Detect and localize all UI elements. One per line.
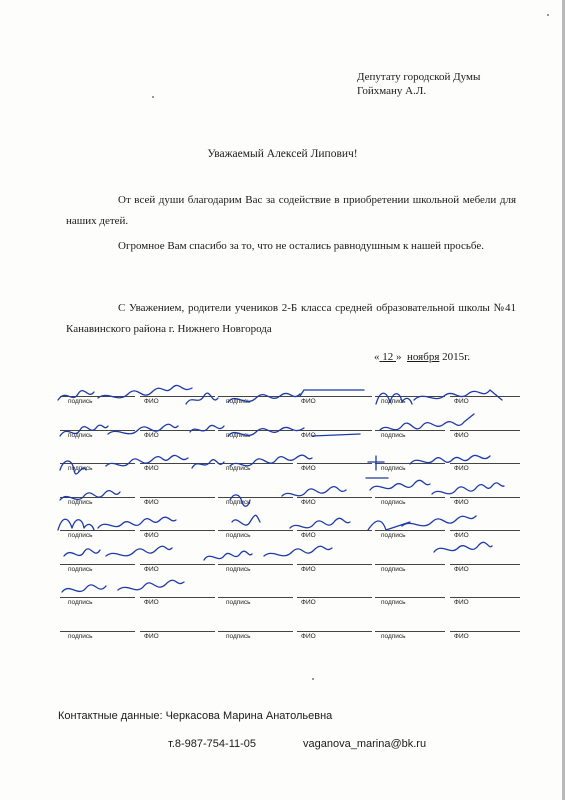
signature-cell [218,564,293,576]
signature-cell [375,497,445,509]
date-close-quote: » [396,351,402,363]
signature-line [218,597,293,598]
cell-caption: ФИО [144,532,159,539]
signature-cell [60,396,135,408]
name-cell [297,597,372,609]
signature-line [218,631,293,632]
signature-cell [375,530,445,542]
addressee-title: Депутату городской Думы [357,71,481,83]
signature-cell [218,597,293,609]
signature-row [60,597,520,609]
signature-cell [218,631,293,643]
signature-line [218,497,293,498]
scan-speck [547,14,549,16]
cell-caption: ФИО [454,532,469,539]
signature-cell [218,497,293,509]
signature-line [297,497,372,498]
signature-row [60,631,520,643]
name-cell [140,564,215,576]
name-cell [140,530,215,542]
cell-caption: ФИО [301,632,316,640]
signature-line [218,396,293,397]
signature-line [450,564,520,565]
cell-caption: подпись [68,431,93,439]
date-year: 2015г. [442,351,471,363]
signature-line [218,564,293,565]
signature-line [140,530,215,531]
signature-row [60,564,520,576]
signature-line [375,497,445,498]
signature-line [140,631,215,632]
letter-date [374,351,470,363]
contact-email[interactable]: vaganova_marina@bk.ru [303,738,427,750]
signature-line [375,463,445,464]
name-cell [140,597,215,609]
signature-line [450,631,520,632]
cell-caption: ФИО [454,398,469,405]
cell-caption: подпись [68,498,93,506]
body-paragraph-2: Огромное Вам спасибо за то, что не остались равнодушным к нашей просьбе. [118,240,484,252]
name-cell [140,430,215,442]
signature-cell [60,631,135,643]
cell-caption: подпись [226,431,251,439]
cell-caption: ФИО [454,465,469,472]
signature-cell [60,463,135,475]
signature-row [60,396,520,408]
signature-line [297,530,372,531]
signature-cell [60,530,135,542]
cell-caption: подпись [226,632,251,640]
scan-speck [312,678,314,680]
name-cell [450,497,520,509]
name-cell [297,463,372,475]
signature-row [60,463,520,475]
addressee-name: Гойхману А.Л. [357,85,427,97]
signature-line [450,463,520,464]
signature-cell [218,530,293,542]
name-cell [450,597,520,609]
signature-line [450,497,520,498]
cell-caption: подпись [381,632,406,640]
cell-caption: подпись [381,565,406,573]
signature-line [450,396,520,397]
cell-caption: ФИО [454,565,469,573]
signature-line [218,530,293,531]
cell-caption: ФИО [301,599,316,606]
signature-table [60,396,520,666]
cell-caption: подпись [226,465,251,472]
signature-line [375,530,445,531]
cell-caption: ФИО [454,431,469,439]
cell-caption: ФИО [454,498,469,506]
cell-caption: ФИО [301,498,316,506]
cell-caption: ФИО [301,431,316,439]
name-cell [297,396,372,408]
contact-name: Черкасова Марина Анатольевна [165,710,333,722]
signature-line [375,597,445,598]
cell-caption: ФИО [144,599,159,606]
cell-caption: подпись [68,599,93,606]
signature-line [450,530,520,531]
scan-speck [152,96,154,98]
salutation: Уважаемый Алексей Липович! [207,148,358,160]
contact-line [58,710,332,722]
name-cell [450,631,520,643]
signature-cell [60,497,135,509]
cell-caption: ФИО [144,398,159,405]
cell-caption: ФИО [144,431,159,439]
cell-caption: ФИО [301,465,316,472]
cell-caption: ФИО [144,565,159,573]
signature-line [140,430,215,431]
signature-line [218,463,293,464]
signature-line [375,396,445,397]
cell-caption: подпись [226,599,251,606]
signature-line [297,463,372,464]
cell-caption: подпись [381,498,406,506]
signature-line [297,631,372,632]
signature-line [375,564,445,565]
signature-cell [375,597,445,609]
cell-caption: ФИО [144,465,159,472]
cell-caption: подпись [226,498,251,506]
body-paragraph-1: От всей души благодарим Вас за содействие в приобретении школьной мебели для наших детей. [66,194,516,227]
signature-line [60,497,135,498]
cell-caption: подпись [381,465,406,472]
cell-caption: подпись [381,599,406,606]
signature-row [60,530,520,542]
signature-line [140,463,215,464]
signature-row [60,497,520,509]
cell-caption: ФИО [454,632,469,640]
name-cell [297,530,372,542]
signature-cell [375,463,445,475]
signature-cell [375,564,445,576]
signature-line [375,631,445,632]
cell-caption: подпись [68,398,93,405]
cell-caption: подпись [381,398,406,405]
cell-caption: подпись [68,465,93,472]
signature-line [60,564,135,565]
contact-phone: т.8-987-754-11-05 [168,738,257,750]
signature-cell [60,597,135,609]
signature-line [297,396,372,397]
cell-caption: подпись [226,565,251,573]
signature-cell [60,564,135,576]
signature-cell [60,430,135,442]
name-cell [450,564,520,576]
name-cell [297,564,372,576]
signature-line [60,396,135,397]
signature-line [375,430,445,431]
name-cell [450,430,520,442]
cell-caption: подпись [226,532,251,539]
signature-line [140,564,215,565]
cell-caption: подпись [226,398,251,405]
name-cell [297,430,372,442]
signature-cell [375,430,445,442]
cell-caption: ФИО [301,398,316,405]
addressee-block [357,70,480,98]
date-open-quote: « [374,351,380,363]
name-cell [140,631,215,643]
name-cell [140,463,215,475]
signature-cell [218,430,293,442]
name-cell [450,396,520,408]
name-cell [297,497,372,509]
closing-paragraph: С Уважением, родители учеников 2-Б класса средней образовательной школы №41 Канавинского района г. Нижнего Новгорода [66,302,516,335]
signature-line [140,396,215,397]
cell-caption: подпись [68,565,93,573]
name-cell [450,463,520,475]
cell-caption: ФИО [144,498,159,506]
cell-caption: подпись [381,431,406,439]
signature-line [60,430,135,431]
name-cell [140,396,215,408]
cell-caption: ФИО [144,632,159,640]
cell-caption: ФИО [454,599,469,606]
signature-cell [375,396,445,408]
signature-line [297,564,372,565]
date-day: 12 [382,351,394,363]
cell-caption: ФИО [301,532,316,539]
signature-line [140,497,215,498]
signature-line [450,430,520,431]
cell-caption: подпись [68,632,93,640]
signature-cell [218,396,293,408]
signature-line [218,430,293,431]
name-cell [450,530,520,542]
signature-line [140,597,215,598]
signature-line [60,597,135,598]
signature-line [450,597,520,598]
signature-line [60,530,135,531]
signature-row [60,430,520,442]
signature-line [60,631,135,632]
cell-caption: подпись [68,532,93,539]
signature-line [60,463,135,464]
signature-cell [218,463,293,475]
cell-caption: ФИО [301,565,316,573]
date-month: ноября [407,351,440,363]
name-cell [297,631,372,643]
signature-line [297,430,372,431]
name-cell [140,497,215,509]
contact-label: Контактные данные: [58,710,163,722]
cell-caption: подпись [381,532,406,539]
signature-line [297,597,372,598]
signature-cell [375,631,445,643]
